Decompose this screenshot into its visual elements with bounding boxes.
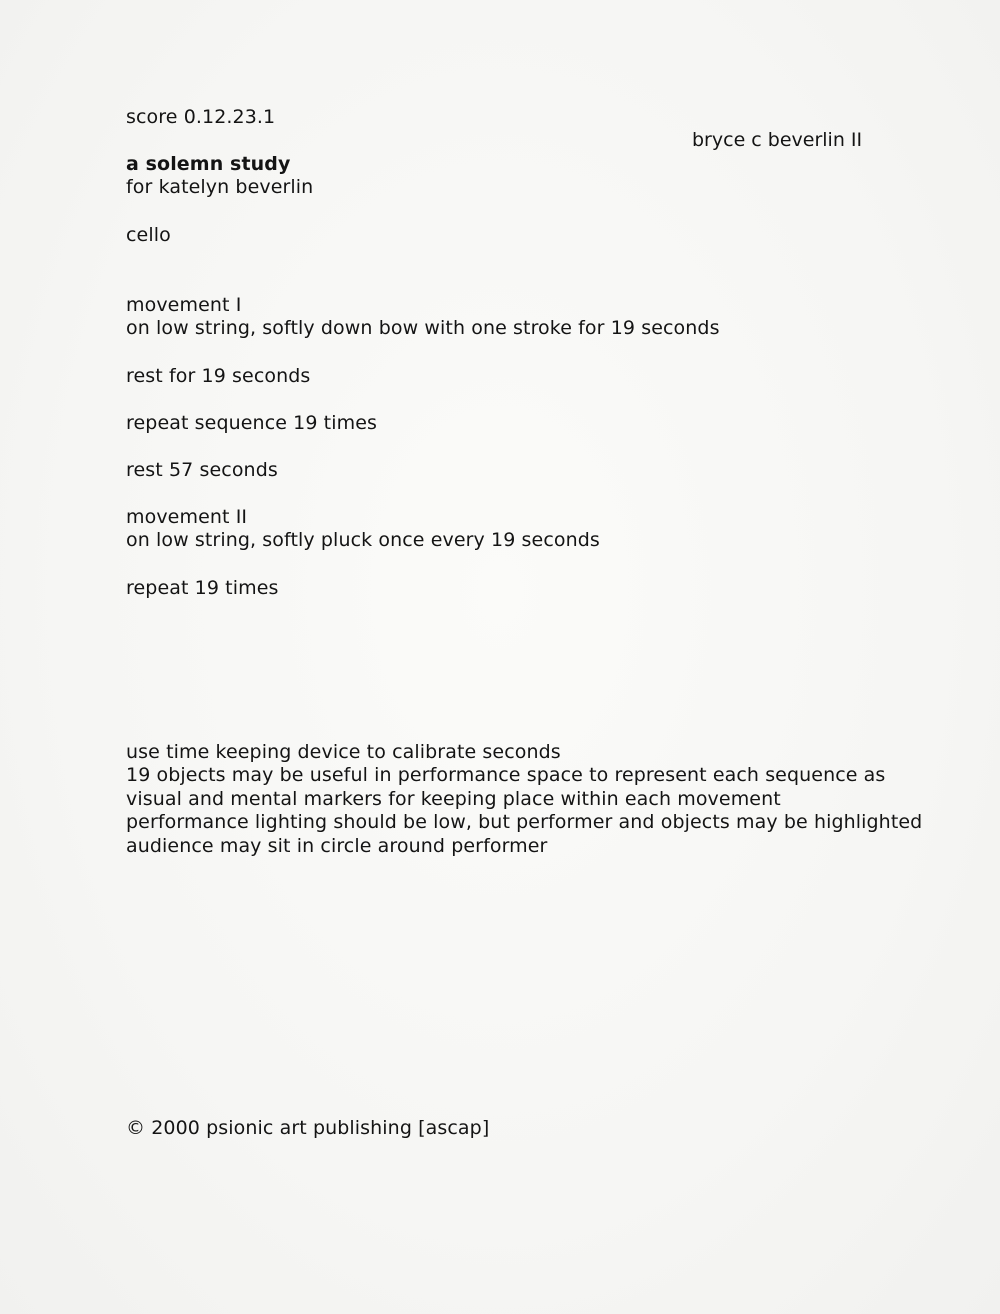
performance-note: performance lighting should be low, but performer and objects may be highlighted [126, 811, 923, 833]
movement-2-repeat: repeat 19 times [126, 577, 279, 599]
instrument: cello [126, 224, 171, 246]
movement-2-heading: movement II [126, 506, 248, 528]
movement-1-heading: movement I [126, 294, 242, 316]
piece-title: a solemn study [126, 153, 291, 175]
movement-1-rest-after: rest 57 seconds [126, 459, 278, 481]
copyright-notice: © 2000 psionic art publishing [ascap] [126, 1117, 490, 1139]
composer-name: bryce c beverlin II [692, 129, 863, 151]
performance-note: visual and mental markers for keeping place within each movement [126, 788, 781, 810]
movement-1-instruction: on low string, softly down bow with one stroke for 19 seconds [126, 317, 720, 339]
movement-1-rest: rest for 19 seconds [126, 365, 311, 387]
movement-1-repeat: repeat sequence 19 times [126, 412, 378, 434]
score-id: score 0.12.23.1 [126, 106, 276, 128]
dedication: for katelyn beverlin [126, 176, 314, 198]
performance-note: use time keeping device to calibrate seconds [126, 741, 561, 763]
performance-note: audience may sit in circle around performer [126, 835, 548, 857]
performance-note: 19 objects may be useful in performance space to represent each sequence as [126, 764, 886, 786]
movement-2-instruction: on low string, softly pluck once every 19 seconds [126, 529, 600, 551]
